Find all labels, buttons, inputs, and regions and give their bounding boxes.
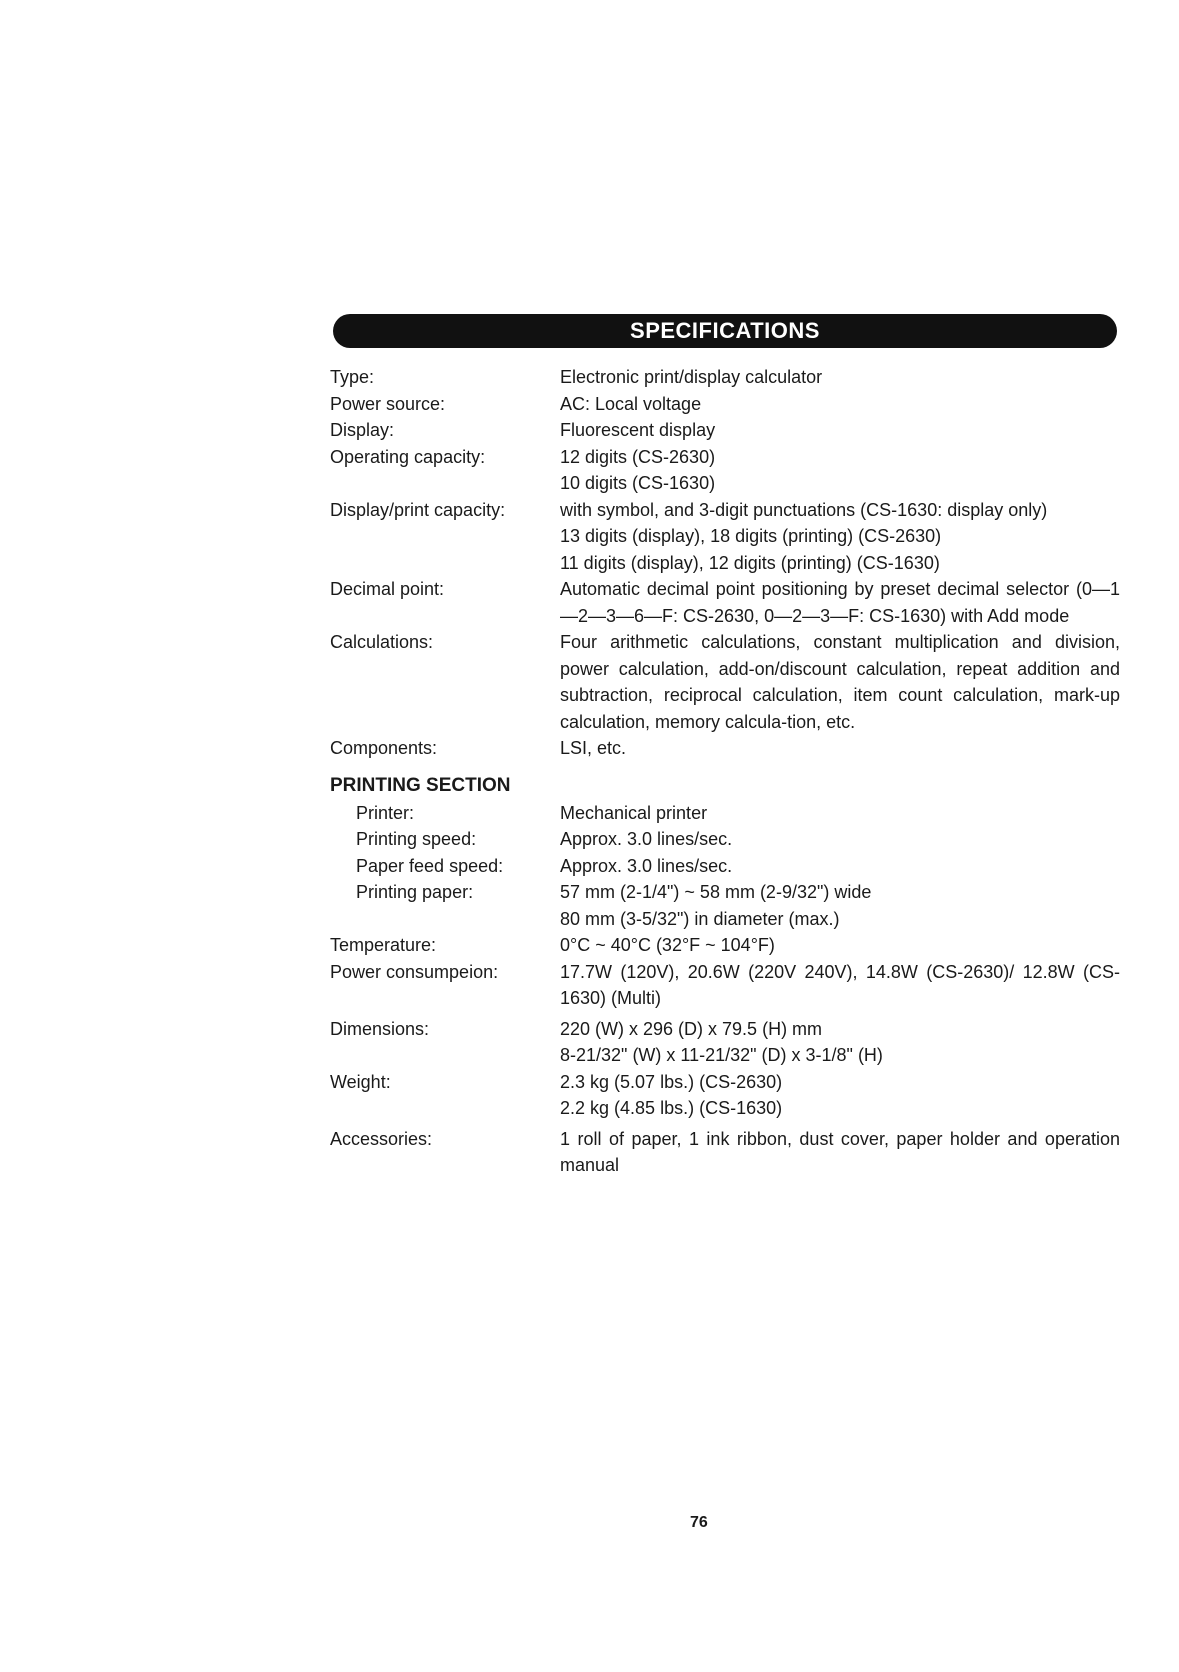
spec-row-temperature <box>330 932 1120 959</box>
page-number: 76 <box>690 1514 708 1531</box>
spec-label: Accessories: <box>330 1128 433 1149</box>
spec-value: 12 digits (CS-2630) <box>560 446 716 467</box>
spec-label: Power source: <box>330 393 446 414</box>
spec-value: 2.3 kg (5.07 lbs.) (CS-2630) <box>560 1071 783 1092</box>
spec-values <box>560 959 1120 1012</box>
spec-values <box>560 853 1120 880</box>
spec-values <box>560 1126 1120 1179</box>
spec-values <box>560 735 1120 762</box>
spec-row-calculations <box>330 629 1120 735</box>
spec-row-paper-feed-speed <box>330 853 1120 880</box>
spec-label: Temperature: <box>330 935 437 955</box>
spec-values <box>560 1069 1120 1122</box>
spec-value: 0°C ~ 40°C (32°F ~ 104°F) <box>560 935 775 955</box>
spec-label: Power consumpeion: <box>330 961 499 982</box>
spec-row-type <box>330 364 1120 391</box>
spec-value: 1 roll of paper, 1 ink ribbon, dust cover, paper holder and operation manual <box>560 1128 1120 1175</box>
spec-row-power-consumption <box>330 959 1120 1012</box>
spec-label: Printer: <box>356 802 415 823</box>
spec-values <box>560 932 1120 959</box>
spec-label: Calculations: <box>330 632 434 652</box>
spec-value: 57 mm (2-1/4") ~ 58 mm (2-9/32") wide <box>560 882 872 902</box>
spec-row-accessories <box>330 1126 1120 1179</box>
spec-values <box>560 391 1120 418</box>
spec-value: LSI, etc. <box>560 738 627 758</box>
specifications-title-bar <box>333 314 1117 348</box>
spec-label: Operating capacity: <box>330 446 486 467</box>
page-title: SPECIFICATIONS <box>630 318 820 343</box>
spec-label: Printing speed: <box>356 829 477 849</box>
spec-label: Display/print capacity: <box>330 499 506 520</box>
spec-value: Approx. 3.0 lines/sec. <box>560 829 733 849</box>
spec-row-operating-capacity <box>330 444 1120 497</box>
printing-section-heading: PRINTING SECTION <box>330 774 511 796</box>
spec-value: with symbol, and 3-digit punctuations (CS-1630: display only) <box>560 499 1048 520</box>
spec-values <box>560 444 1120 497</box>
spec-value: 80 mm (3-5/32") in diameter (max.) <box>560 908 840 929</box>
spec-values <box>560 826 1120 853</box>
spec-values <box>560 417 1120 444</box>
spec-values <box>560 1016 1120 1069</box>
spec-value: Electronic print/display calculator <box>560 367 823 387</box>
spec-values <box>560 497 1120 577</box>
spec-values <box>560 800 1120 827</box>
spec-value: Four arithmetic calculations, constant multiplication and division, power calculation, add-on/discount calculation, repeat addition and subtraction, reciprocal calculation, item count calculation, mark-up calculation, memory calcula-tion, etc. <box>560 632 1120 732</box>
spec-values <box>560 364 1120 391</box>
spec-value: Automatic decimal point positioning by preset decimal selector (0—1—2—3—6—F: CS-2630, 0—2—3—F: CS-1630) with Add mode <box>560 579 1120 626</box>
spec-label: Decimal point: <box>330 579 445 599</box>
spec-row-display-print-capacity <box>330 497 1120 577</box>
spec-label: Weight: <box>330 1071 391 1092</box>
spec-value: Fluorescent display <box>560 420 716 440</box>
spec-row-decimal-point <box>330 576 1120 629</box>
spec-list <box>330 364 1120 1179</box>
spec-label: Display: <box>330 420 395 440</box>
spec-value: 2.2 kg (4.85 lbs.) (CS-1630) <box>560 1098 783 1118</box>
spec-value: 17.7W (120V), 20.6W (220V 240V), 14.8W (CS-2630)/ 12.8W (CS-1630) (Multi) <box>560 961 1120 1008</box>
spec-row-weight <box>330 1069 1120 1122</box>
spec-value: AC: Local voltage <box>560 393 702 414</box>
spec-value: Approx. 3.0 lines/sec. <box>560 855 733 876</box>
spec-row-printer <box>330 800 1120 827</box>
spec-value: 8-21/32" (W) x 11-21/32" (D) x 3-1/8" (H) <box>560 1045 883 1065</box>
spec-label: Type: <box>330 367 375 387</box>
spec-row-dimensions <box>330 1016 1120 1069</box>
spec-row-components <box>330 735 1120 762</box>
spec-values <box>560 629 1120 735</box>
spec-label: Dimensions: <box>330 1018 430 1039</box>
spec-values <box>560 879 1120 932</box>
spec-row-printing-speed <box>330 826 1120 853</box>
spec-row-printing-paper <box>330 879 1120 932</box>
spec-label: Components: <box>330 738 438 758</box>
spec-value: 10 digits (CS-1630) <box>560 473 716 493</box>
spec-label: Printing paper: <box>356 882 474 902</box>
spec-label: Paper feed speed: <box>356 855 504 876</box>
spec-value: 11 digits (display), 12 digits (printing) (CS-1630) <box>560 552 940 573</box>
spec-row-display <box>330 417 1120 444</box>
spec-value: 220 (W) x 296 (D) x 79.5 (H) mm <box>560 1018 823 1039</box>
spec-values <box>560 576 1120 629</box>
spec-value: Mechanical printer <box>560 802 708 823</box>
spec-row-power-source <box>330 391 1120 418</box>
spec-value: 13 digits (display), 18 digits (printing) (CS-2630) <box>560 526 942 546</box>
